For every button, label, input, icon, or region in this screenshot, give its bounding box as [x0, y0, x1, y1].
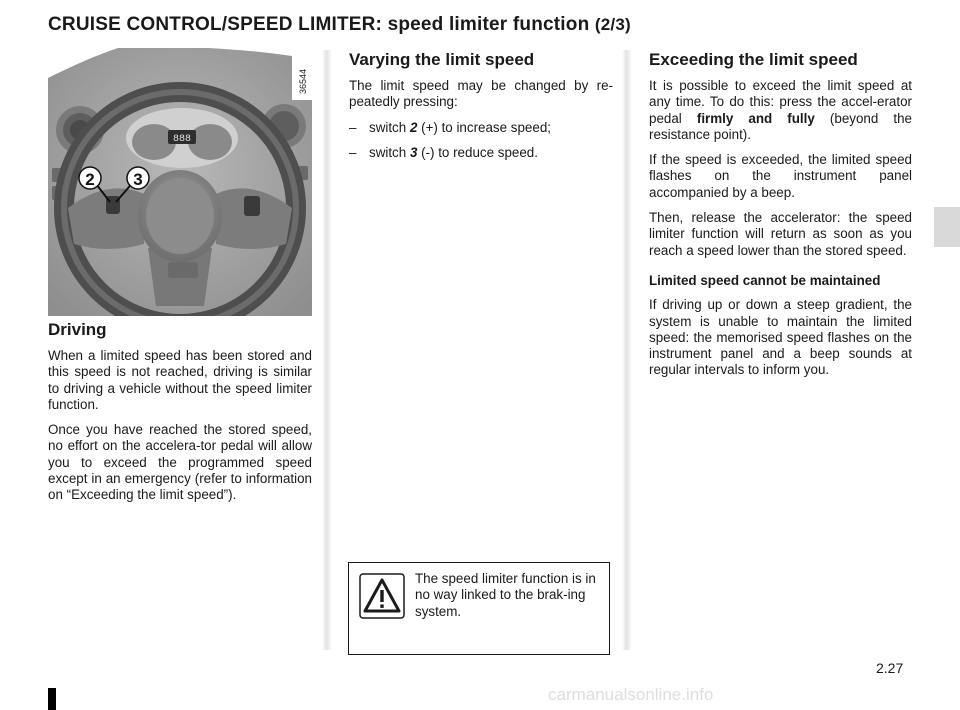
exceeding-paragraph-1-end: (beyond the resistance point). — [649, 110, 912, 142]
page-number: 2.27 — [876, 660, 904, 676]
varying-heading: Varying the limit speed — [349, 50, 535, 69]
callout-2-label: 2 — [85, 170, 95, 189]
exceeding-section — [649, 50, 912, 388]
corner-mark — [48, 688, 56, 710]
page-title-text: CRUISE CONTROL/SPEED LIMITER: speed limiter function — [48, 14, 590, 35]
warning-triangle-icon — [359, 573, 405, 619]
dashboard-display-readout: 888 — [172, 134, 192, 145]
list-dash: – — [349, 144, 357, 160]
warning-text: The speed limiter function is in no way linked to the brak-ing system. — [415, 571, 596, 619]
varying-intro: The limit speed may be changed by re-peatedly pressing: — [349, 78, 613, 110]
column-divider-right — [622, 50, 632, 650]
page-title-suffix: (2/3) — [594, 15, 631, 34]
exceeding-paragraph-1-start: It is possible to exceed the limit speed at any time. To do this: press the accel-erator pedal — [649, 78, 912, 126]
exceeding-paragraph-1 — [649, 78, 912, 143]
column-divider-left — [322, 50, 332, 650]
callout-3-label: 3 — [133, 170, 143, 189]
exceeding-paragraph-4: If driving up or down a steep gradient, the system is unable to maintain the limited speed: the memorised speed flashes on the instrument panel and a beep sounds at regular intervals to inform you. — [649, 297, 912, 378]
exceeding-emphasis: firmly and fully — [696, 110, 815, 126]
varying-section — [349, 50, 613, 170]
driving-paragraph-2: Once you have reached the stored speed, no effort on the accelera-tor pedal will allow you to exceed the programmed speed except in an emergency (refer to information on “Exceeding the limit speed”). — [48, 422, 312, 503]
list-item-prefix: switch — [369, 119, 410, 135]
list-item-prefix: switch — [369, 144, 410, 160]
driving-heading: Driving — [48, 320, 107, 339]
list-item — [349, 145, 613, 161]
exceeding-paragraph-2: If the speed is exceeded, the limited speed flashes on the instrument panel accompanied by a beep. — [649, 152, 912, 200]
exceeding-paragraph-3: Then, release the accelerator: the speed limiter function will return as soon as you reach a speed lower than the stored speed. — [649, 210, 912, 258]
watermark: carmanualsonline.info — [548, 685, 714, 704]
switch-number: 3 — [409, 144, 418, 160]
figure-reference-number: 36544 — [298, 68, 308, 94]
list-item-text — [369, 120, 551, 136]
driving-section — [48, 320, 312, 513]
steering-wheel-illustration — [48, 48, 312, 316]
switch-number: 2 — [409, 119, 418, 135]
list-item — [349, 120, 613, 136]
list-item-suffix: (+) to increase speed; — [417, 119, 551, 135]
list-item-suffix: (-) to reduce speed. — [417, 144, 538, 160]
exceeding-heading: Exceeding the limit speed — [649, 50, 858, 69]
list-item-text — [369, 145, 538, 161]
chapter-side-tab — [934, 207, 960, 247]
driving-paragraph-1: When a limited speed has been stored and this speed is not reached, driving is similar to driving a vehicle without the speed limiter function. — [48, 348, 312, 412]
maintained-subheading: Limited speed cannot be maintained — [649, 272, 881, 288]
steering-wheel-figure — [48, 48, 312, 316]
warning-box — [348, 562, 610, 655]
list-dash: – — [349, 119, 357, 135]
page-title — [48, 14, 631, 36]
